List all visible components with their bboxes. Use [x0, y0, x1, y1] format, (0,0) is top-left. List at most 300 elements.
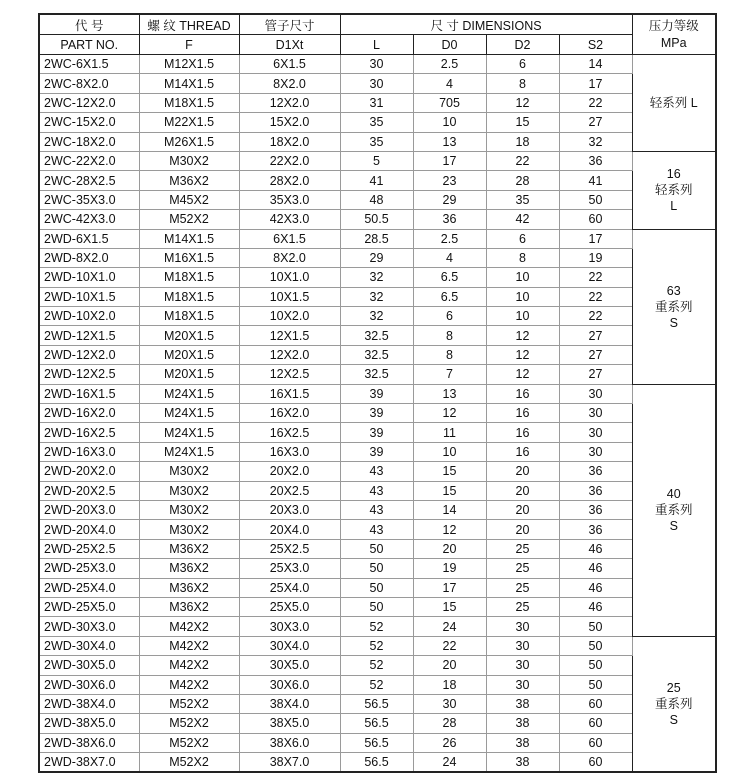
cell-thread: M24X1.5: [139, 423, 239, 442]
cell-dim-d2: 16: [486, 423, 559, 442]
cell-tube-size: 15X2.0: [239, 113, 340, 132]
cell-thread: M42X2: [139, 656, 239, 675]
table-row: [39, 520, 716, 539]
cell-dim-d2: 18: [486, 132, 559, 151]
cell-dim-d0: 13: [413, 384, 486, 403]
cell-tube-size: 38X5.0: [239, 714, 340, 733]
cell-tube-size: 12X2.5: [239, 365, 340, 384]
cell-dim-d2: 38: [486, 733, 559, 752]
cell-part-no: 2WD-25X4.0: [39, 578, 139, 597]
cell-dim-d2: 30: [486, 617, 559, 636]
cell-dim-l: 29: [340, 248, 413, 267]
table-row: [39, 442, 716, 461]
pressure-class-line: S: [669, 315, 678, 330]
cell-thread: M30X2: [139, 462, 239, 481]
cell-tube-size: 25X3.0: [239, 559, 340, 578]
table-row: [39, 93, 716, 112]
cell-dim-d2: 16: [486, 442, 559, 461]
cell-dim-d0: 15: [413, 481, 486, 500]
cell-dim-d2: 16: [486, 384, 559, 403]
cell-thread: M12X1.5: [139, 55, 239, 74]
table-row: [39, 578, 716, 597]
cell-tube-size: 18X2.0: [239, 132, 340, 151]
cell-tube-size: 16X1.5: [239, 384, 340, 403]
cell-dim-d0: 4: [413, 74, 486, 93]
table-row: [39, 113, 716, 132]
cell-part-no: 2WD-6X1.5: [39, 229, 139, 248]
cell-dim-s2: 36: [559, 500, 632, 519]
cell-thread: M42X2: [139, 675, 239, 694]
cell-part-no: 2WD-16X3.0: [39, 442, 139, 461]
header-pressure: [632, 14, 716, 55]
cell-dim-s2: 36: [559, 481, 632, 500]
table-row: [39, 365, 716, 384]
cell-dim-s2: 30: [559, 384, 632, 403]
cell-thread: M16X1.5: [139, 248, 239, 267]
cell-thread: M36X2: [139, 578, 239, 597]
cell-dim-d2: 10: [486, 307, 559, 326]
cell-dim-d0: 28: [413, 714, 486, 733]
pressure-class-line: S: [669, 519, 678, 534]
table-row: [39, 229, 716, 248]
cell-dim-d0: 2.5: [413, 55, 486, 74]
cell-dim-l: 32.5: [340, 345, 413, 364]
cell-dim-d2: 25: [486, 539, 559, 558]
cell-dim-l: 39: [340, 423, 413, 442]
cell-dim-s2: 22: [559, 93, 632, 112]
cell-dim-s2: 22: [559, 307, 632, 326]
cell-dim-s2: 46: [559, 539, 632, 558]
header-pressure-cn: 压力等级: [648, 18, 699, 33]
cell-dim-l: 39: [340, 442, 413, 461]
cell-dim-s2: 22: [559, 287, 632, 306]
cell-thread: M18X1.5: [139, 93, 239, 112]
pressure-class-line: 重系列: [654, 299, 693, 314]
cell-dim-s2: 36: [559, 462, 632, 481]
cell-tube-size: 20X2.5: [239, 481, 340, 500]
cell-dim-s2: 50: [559, 675, 632, 694]
cell-tube-size: 16X2.5: [239, 423, 340, 442]
cell-part-no: 2WC-8X2.0: [39, 74, 139, 93]
cell-dim-s2: 50: [559, 190, 632, 209]
cell-dim-l: 52: [340, 617, 413, 636]
cell-dim-d2: 12: [486, 365, 559, 384]
cell-thread: M26X1.5: [139, 132, 239, 151]
cell-part-no: 2WC-22X2.0: [39, 151, 139, 170]
cell-dim-s2: 32: [559, 132, 632, 151]
cell-part-no: 2WD-20X3.0: [39, 500, 139, 519]
cell-dim-d2: 12: [486, 345, 559, 364]
spec-table: [38, 13, 717, 773]
cell-dim-l: 32: [340, 268, 413, 287]
cell-dim-s2: 60: [559, 210, 632, 229]
cell-thread: M20X1.5: [139, 365, 239, 384]
cell-part-no: 2WC-15X2.0: [39, 113, 139, 132]
cell-part-no: 2WD-38X5.0: [39, 714, 139, 733]
cell-thread: M18X1.5: [139, 287, 239, 306]
cell-dim-d0: 26: [413, 733, 486, 752]
cell-thread: M36X2: [139, 539, 239, 558]
cell-part-no: 2WD-25X2.5: [39, 539, 139, 558]
cell-dim-d0: 30: [413, 694, 486, 713]
table-row: [39, 753, 716, 773]
cell-thread: M14X1.5: [139, 74, 239, 93]
table-row: [39, 384, 716, 403]
cell-dim-d2: 6: [486, 55, 559, 74]
cell-dim-l: 56.5: [340, 714, 413, 733]
cell-dim-l: 43: [340, 520, 413, 539]
cell-dim-s2: 36: [559, 151, 632, 170]
pressure-class-line: 40: [666, 487, 681, 502]
cell-tube-size: 30X6.0: [239, 675, 340, 694]
cell-part-no: 2WD-25X5.0: [39, 597, 139, 616]
cell-thread: M36X2: [139, 559, 239, 578]
spec-table-sheet: [38, 13, 717, 773]
cell-tube-size: 10X2.0: [239, 307, 340, 326]
pressure-class-line: 16: [666, 167, 681, 182]
cell-dim-d2: 30: [486, 675, 559, 694]
cell-dim-l: 52: [340, 656, 413, 675]
cell-dim-l: 43: [340, 500, 413, 519]
cell-dim-d0: 4: [413, 248, 486, 267]
pressure-class-line: L: [670, 199, 678, 214]
cell-dim-l: 50: [340, 559, 413, 578]
cell-dim-s2: 60: [559, 694, 632, 713]
cell-dim-l: 50: [340, 539, 413, 558]
cell-dim-l: 28.5: [340, 229, 413, 248]
cell-thread: M30X2: [139, 151, 239, 170]
cell-dim-s2: 30: [559, 442, 632, 461]
cell-thread: M30X2: [139, 500, 239, 519]
cell-dim-d0: 15: [413, 597, 486, 616]
cell-thread: M45X2: [139, 190, 239, 209]
header-dim-l: L: [340, 35, 413, 55]
cell-dim-s2: 41: [559, 171, 632, 190]
cell-thread: M20X1.5: [139, 345, 239, 364]
cell-dim-d0: 10: [413, 113, 486, 132]
cell-dim-d2: 42: [486, 210, 559, 229]
table-row: [39, 481, 716, 500]
cell-dim-s2: 30: [559, 423, 632, 442]
table-row: [39, 132, 716, 151]
cell-dim-d2: 6: [486, 229, 559, 248]
cell-tube-size: 38X6.0: [239, 733, 340, 752]
cell-dim-l: 30: [340, 55, 413, 74]
cell-part-no: 2WC-42X3.0: [39, 210, 139, 229]
cell-dim-l: 30: [340, 74, 413, 93]
cell-dim-s2: 50: [559, 636, 632, 655]
cell-part-no: 2WD-12X2.0: [39, 345, 139, 364]
cell-part-no: 2WD-30X5.0: [39, 656, 139, 675]
cell-part-no: 2WD-25X3.0: [39, 559, 139, 578]
cell-dim-d0: 17: [413, 578, 486, 597]
cell-dim-d0: 20: [413, 656, 486, 675]
cell-part-no: 2WD-12X2.5: [39, 365, 139, 384]
pressure-class-cell: [632, 229, 716, 384]
cell-dim-s2: 22: [559, 268, 632, 287]
table-row: [39, 675, 716, 694]
table-body: [39, 55, 716, 773]
cell-thread: M52X2: [139, 733, 239, 752]
cell-tube-size: 42X3.0: [239, 210, 340, 229]
cell-dim-l: 56.5: [340, 733, 413, 752]
cell-dim-l: 35: [340, 132, 413, 151]
cell-part-no: 2WD-38X6.0: [39, 733, 139, 752]
cell-dim-s2: 14: [559, 55, 632, 74]
cell-thread: M18X1.5: [139, 268, 239, 287]
cell-dim-d2: 8: [486, 248, 559, 267]
cell-thread: M42X2: [139, 636, 239, 655]
table-row: [39, 210, 716, 229]
table-row: [39, 656, 716, 675]
cell-dim-d0: 18: [413, 675, 486, 694]
cell-part-no: 2WC-12X2.0: [39, 93, 139, 112]
table-row: [39, 326, 716, 345]
cell-part-no: 2WC-6X1.5: [39, 55, 139, 74]
header-pressure-unit: MPa: [660, 35, 687, 50]
table-row: [39, 694, 716, 713]
cell-thread: M24X1.5: [139, 442, 239, 461]
cell-dim-s2: 60: [559, 753, 632, 773]
pressure-class-line: 重系列: [654, 503, 693, 518]
cell-dim-s2: 36: [559, 520, 632, 539]
pressure-class-cell: [632, 384, 716, 636]
pressure-class-line: 重系列: [654, 697, 693, 712]
cell-dim-d0: 8: [413, 345, 486, 364]
cell-tube-size: 10X1.5: [239, 287, 340, 306]
cell-thread: M22X1.5: [139, 113, 239, 132]
cell-dim-d2: 30: [486, 656, 559, 675]
cell-dim-d0: 24: [413, 753, 486, 773]
cell-part-no: 2WD-10X1.0: [39, 268, 139, 287]
cell-tube-size: 16X3.0: [239, 442, 340, 461]
cell-dim-d2: 12: [486, 93, 559, 112]
cell-dim-d0: 10: [413, 442, 486, 461]
cell-dim-d2: 20: [486, 500, 559, 519]
table-row: [39, 55, 716, 74]
cell-dim-d2: 8: [486, 74, 559, 93]
table-row: [39, 248, 716, 267]
cell-dim-d2: 30: [486, 636, 559, 655]
cell-dim-d0: 13: [413, 132, 486, 151]
cell-dim-d0: 8: [413, 326, 486, 345]
cell-tube-size: 35X3.0: [239, 190, 340, 209]
cell-dim-d0: 705: [413, 93, 486, 112]
cell-tube-size: 12X1.5: [239, 326, 340, 345]
cell-dim-d2: 38: [486, 753, 559, 773]
cell-tube-size: 30X3.0: [239, 617, 340, 636]
cell-thread: M52X2: [139, 714, 239, 733]
pressure-class-line: S: [669, 713, 678, 728]
table-row: [39, 636, 716, 655]
table-row: [39, 151, 716, 170]
header-dimensions: 尺 寸 DIMENSIONS: [340, 14, 632, 35]
cell-dim-d2: 22: [486, 151, 559, 170]
cell-tube-size: 25X2.5: [239, 539, 340, 558]
pressure-class-cell: [632, 636, 716, 772]
cell-tube-size: 25X5.0: [239, 597, 340, 616]
cell-part-no: 2WD-12X1.5: [39, 326, 139, 345]
cell-dim-s2: 46: [559, 559, 632, 578]
cell-tube-size: 20X2.0: [239, 462, 340, 481]
cell-dim-d2: 10: [486, 268, 559, 287]
cell-tube-size: 8X2.0: [239, 248, 340, 267]
cell-part-no: 2WD-16X1.5: [39, 384, 139, 403]
cell-dim-s2: 27: [559, 326, 632, 345]
header-tube-cn: 管子尺寸: [239, 14, 340, 35]
cell-dim-s2: 46: [559, 578, 632, 597]
cell-dim-d0: 2.5: [413, 229, 486, 248]
table-row: [39, 597, 716, 616]
cell-dim-d0: 15: [413, 462, 486, 481]
cell-tube-size: 20X3.0: [239, 500, 340, 519]
cell-dim-l: 56.5: [340, 753, 413, 773]
cell-thread: M30X2: [139, 481, 239, 500]
cell-dim-d2: 12: [486, 326, 559, 345]
cell-part-no: 2WD-10X1.5: [39, 287, 139, 306]
cell-dim-s2: 17: [559, 74, 632, 93]
header-tube-sub: D1Xt: [239, 35, 340, 55]
cell-thread: M30X2: [139, 520, 239, 539]
cell-part-no: 2WD-20X2.5: [39, 481, 139, 500]
cell-dim-s2: 19: [559, 248, 632, 267]
cell-dim-d2: 25: [486, 597, 559, 616]
cell-dim-d0: 12: [413, 520, 486, 539]
pressure-class-cell: [632, 151, 716, 229]
cell-tube-size: 38X4.0: [239, 694, 340, 713]
cell-dim-l: 50: [340, 578, 413, 597]
table-row: [39, 74, 716, 93]
cell-tube-size: 12X2.0: [239, 345, 340, 364]
cell-tube-size: 16X2.0: [239, 404, 340, 423]
header-part-en: PART NO.: [39, 35, 139, 55]
table-row: [39, 714, 716, 733]
cell-tube-size: 12X2.0: [239, 93, 340, 112]
cell-tube-size: 22X2.0: [239, 151, 340, 170]
cell-part-no: 2WD-16X2.5: [39, 423, 139, 442]
cell-dim-s2: 17: [559, 229, 632, 248]
table-row: [39, 287, 716, 306]
cell-thread: M52X2: [139, 694, 239, 713]
cell-tube-size: 20X4.0: [239, 520, 340, 539]
header-dim-d0: D0: [413, 35, 486, 55]
cell-part-no: 2WD-38X4.0: [39, 694, 139, 713]
table-row: [39, 307, 716, 326]
cell-dim-l: 5: [340, 151, 413, 170]
pressure-class-line: 轻系列: [654, 183, 693, 198]
cell-tube-size: 10X1.0: [239, 268, 340, 287]
pressure-class-line: 25: [666, 681, 681, 696]
cell-dim-d0: 24: [413, 617, 486, 636]
cell-tube-size: 6X1.5: [239, 229, 340, 248]
cell-part-no: 2WD-30X6.0: [39, 675, 139, 694]
cell-part-no: 2WD-30X4.0: [39, 636, 139, 655]
cell-dim-s2: 60: [559, 714, 632, 733]
cell-dim-d0: 14: [413, 500, 486, 519]
cell-tube-size: 38X7.0: [239, 753, 340, 773]
pressure-class-line: 63: [666, 283, 681, 298]
table-row: [39, 404, 716, 423]
table-row: [39, 268, 716, 287]
cell-thread: M36X2: [139, 171, 239, 190]
header-part-cn: 代 号: [39, 14, 139, 35]
cell-thread: M14X1.5: [139, 229, 239, 248]
cell-dim-l: 32.5: [340, 365, 413, 384]
cell-tube-size: 30X5.0: [239, 656, 340, 675]
cell-dim-s2: 30: [559, 404, 632, 423]
cell-tube-size: 6X1.5: [239, 55, 340, 74]
cell-dim-l: 56.5: [340, 694, 413, 713]
cell-part-no: 2WD-20X4.0: [39, 520, 139, 539]
cell-thread: M42X2: [139, 617, 239, 636]
cell-dim-s2: 50: [559, 617, 632, 636]
cell-part-no: 2WC-35X3.0: [39, 190, 139, 209]
table-row: [39, 423, 716, 442]
header-dim-d2: D2: [486, 35, 559, 55]
cell-dim-s2: 60: [559, 733, 632, 752]
cell-dim-l: 50.5: [340, 210, 413, 229]
cell-dim-d0: 12: [413, 404, 486, 423]
table-row: [39, 539, 716, 558]
cell-dim-d2: 20: [486, 462, 559, 481]
table-row: [39, 190, 716, 209]
cell-part-no: 2WD-8X2.0: [39, 248, 139, 267]
cell-dim-s2: 50: [559, 656, 632, 675]
cell-dim-l: 35: [340, 113, 413, 132]
cell-dim-l: 52: [340, 675, 413, 694]
cell-dim-s2: 46: [559, 597, 632, 616]
cell-dim-d0: 29: [413, 190, 486, 209]
cell-dim-l: 32: [340, 287, 413, 306]
cell-part-no: 2WD-10X2.0: [39, 307, 139, 326]
cell-tube-size: 28X2.0: [239, 171, 340, 190]
cell-dim-l: 32: [340, 307, 413, 326]
pressure-class-line: 轻系列 L: [649, 95, 698, 110]
cell-dim-l: 43: [340, 481, 413, 500]
cell-thread: M24X1.5: [139, 404, 239, 423]
cell-thread: M18X1.5: [139, 307, 239, 326]
cell-dim-l: 48: [340, 190, 413, 209]
cell-dim-d0: 20: [413, 539, 486, 558]
cell-thread: M24X1.5: [139, 384, 239, 403]
cell-part-no: 2WD-38X7.0: [39, 753, 139, 773]
table-header: [39, 14, 716, 55]
table-row: [39, 500, 716, 519]
cell-dim-s2: 27: [559, 345, 632, 364]
cell-dim-d2: 38: [486, 714, 559, 733]
cell-dim-l: 32.5: [340, 326, 413, 345]
pressure-class-cell: [632, 55, 716, 152]
header-thread-cn: 螺 纹 THREAD: [139, 14, 239, 35]
table-row: [39, 733, 716, 752]
cell-dim-d2: 10: [486, 287, 559, 306]
cell-dim-s2: 27: [559, 113, 632, 132]
cell-dim-l: 39: [340, 404, 413, 423]
table-row: [39, 171, 716, 190]
cell-dim-d0: 6.5: [413, 268, 486, 287]
cell-part-no: 2WD-30X3.0: [39, 617, 139, 636]
cell-tube-size: 8X2.0: [239, 74, 340, 93]
cell-dim-l: 43: [340, 462, 413, 481]
table-row: [39, 617, 716, 636]
cell-thread: M20X1.5: [139, 326, 239, 345]
cell-dim-l: 41: [340, 171, 413, 190]
table-row: [39, 462, 716, 481]
cell-dim-d2: 28: [486, 171, 559, 190]
cell-dim-d0: 11: [413, 423, 486, 442]
table-row: [39, 345, 716, 364]
cell-part-no: 2WC-18X2.0: [39, 132, 139, 151]
